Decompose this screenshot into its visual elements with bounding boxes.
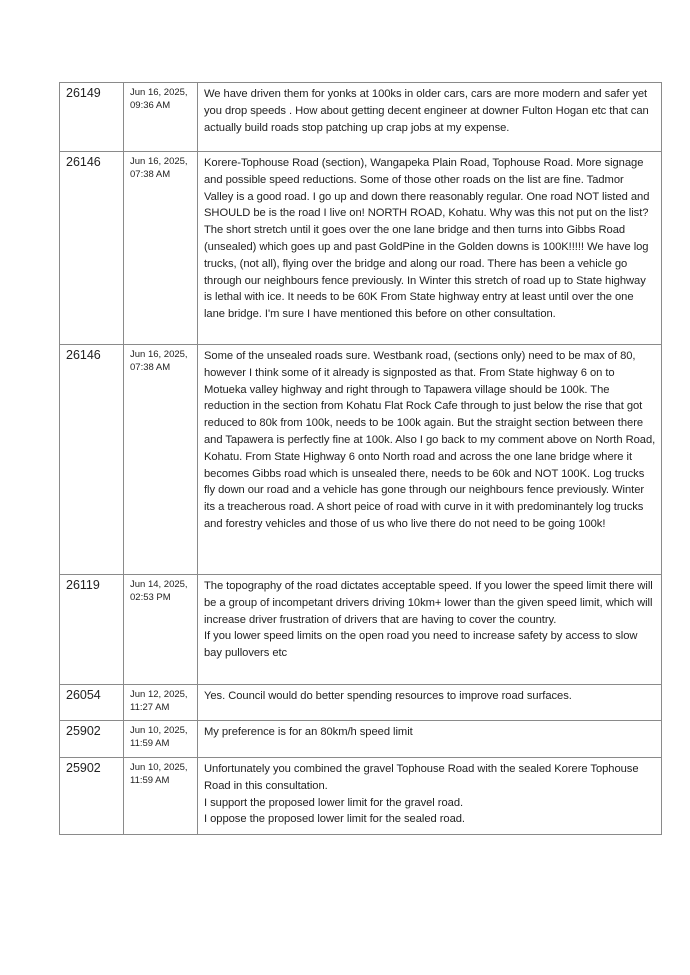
comment-paragraph: My preference is for an 80km/h speed limit (204, 726, 413, 738)
comment-datetime (124, 575, 198, 685)
comment-time: 07:38 AM (130, 169, 171, 180)
comment-id: 26119 (60, 575, 124, 685)
comment-paragraph: The topography of the road dictates acceptable speed. If you lower the speed limit there will be a group of incompetant drivers driving 10km+ lower than the given speed limit, which will increase driver frustration of drivers that are having to cover the country. (204, 580, 653, 626)
table-row (60, 83, 662, 152)
table-row (60, 685, 662, 721)
comment-id: 26054 (60, 685, 124, 721)
comment-id: 25902 (60, 721, 124, 758)
comment-date: Jun 12, 2025, (130, 689, 188, 700)
comment-date: Jun 16, 2025, (130, 349, 188, 360)
comment-paragraph: Korere-Tophouse Road (section), Wangapeka Plain Road, Tophouse Road. More signage and possible speed reductions. Some of those other roads on the list are fine. Tadmor Valley is a good road. I go up and down there reasonably regular. One road NOT listed and SHOULD be is the road I live on! NORTH ROAD, Kohatu. Why was this not put on the list? The short stretch until it goes over the one lane bridge and then turns into Gibbs Road (unsealed) which goes up and past GoldPine in the Golden downs is 100K!!!!! We have log trucks, (not all), flying over the bridge and along our road. There has been a vehicle go through our neighbours fence previously. In Winter this stretch of road up to State highway is lethal with ice. It needs to be 60K From State highway entry at least until over the one lane bridge. I'm sure I have mentioned this before on other consultation. (204, 157, 650, 321)
comment-id: 26146 (60, 152, 124, 345)
comment-id: 26146 (60, 345, 124, 575)
table-row (60, 345, 662, 575)
comment-text (198, 721, 662, 758)
comment-datetime (124, 721, 198, 758)
comment-time: 11:27 AM (130, 702, 170, 713)
comment-paragraph: If you lower speed limits on the open road you need to increase safety by access to slow bay pullovers etc (204, 630, 638, 660)
comment-time: 11:59 AM (130, 738, 170, 749)
comment-datetime (124, 83, 198, 152)
comment-datetime (124, 685, 198, 721)
comment-text (198, 575, 662, 685)
comment-paragraph: We have driven them for yonks at 100ks in older cars, cars are more modern and safer yet you drop speeds . How about getting decent engineer at downer Fulton Hogan etc that can actually build roads stop patching up crap jobs at my expense. (204, 88, 649, 134)
comment-text (198, 345, 662, 575)
comment-datetime (124, 345, 198, 575)
comment-time: 11:59 AM (130, 775, 170, 786)
comment-text (198, 83, 662, 152)
comment-paragraph: I oppose the proposed lower limit for the sealed road. (204, 813, 465, 826)
comment-time: 02:53 PM (130, 592, 171, 603)
comments-table (59, 82, 662, 835)
comment-paragraph: Some of the unsealed roads sure. Westbank road, (sections only) need to be max of 80, however I think some of it already is signposted as that. From State highway 6 on to Motueka valley highway and right through to Tapawera village should be 100k. The reduction in the section from Kohatu Flat Rock Cafe through to just below the rise that got reduced to 80k from 100k, needs to be 100k again. But the straight section between there and Tapawera is perfectly fine at 100k. Also I go back to my comment above on North Road, Kohatu. From State Highway 6 onto North road and across the one lane bridge where it becomes Gibbs road which is unsealed there, needs to be 60k and NOT 100K. Log trucks fly down our road and a vehicle has gone through our neighbours fence previously. Winter its a treacherous road. A short peice of road with curve in it with predominantely log trucks and forestry vehicles and those of us who live there do not need to be going 100k! (204, 350, 656, 530)
table-row (60, 152, 662, 345)
comment-date: Jun 10, 2025, (130, 762, 188, 773)
comment-date: Jun 16, 2025, (130, 156, 188, 167)
table-row (60, 721, 662, 758)
comment-time: 09:36 AM (130, 100, 171, 111)
comment-datetime (124, 152, 198, 345)
table-row (60, 575, 662, 685)
comment-date: Jun 10, 2025, (130, 725, 188, 736)
comment-id: 25902 (60, 758, 124, 835)
comment-paragraph: Yes. Council would do better spending resources to improve road surfaces. (204, 690, 572, 702)
comment-paragraph: Unfortunately you combined the gravel Tophouse Road with the sealed Korere Tophouse Road in this consultation. (204, 763, 639, 792)
comments-table-body (60, 83, 662, 835)
table-row (60, 758, 662, 835)
comment-text (198, 685, 662, 721)
comment-time: 07:38 AM (130, 362, 171, 373)
comment-id: 26149 (60, 83, 124, 152)
comment-date: Jun 14, 2025, (130, 579, 188, 590)
comment-text (198, 152, 662, 345)
comment-datetime (124, 758, 198, 835)
comment-date: Jun 16, 2025, (130, 87, 188, 98)
comment-paragraph: I support the proposed lower limit for the gravel road. (204, 796, 464, 809)
comment-text (198, 758, 662, 835)
